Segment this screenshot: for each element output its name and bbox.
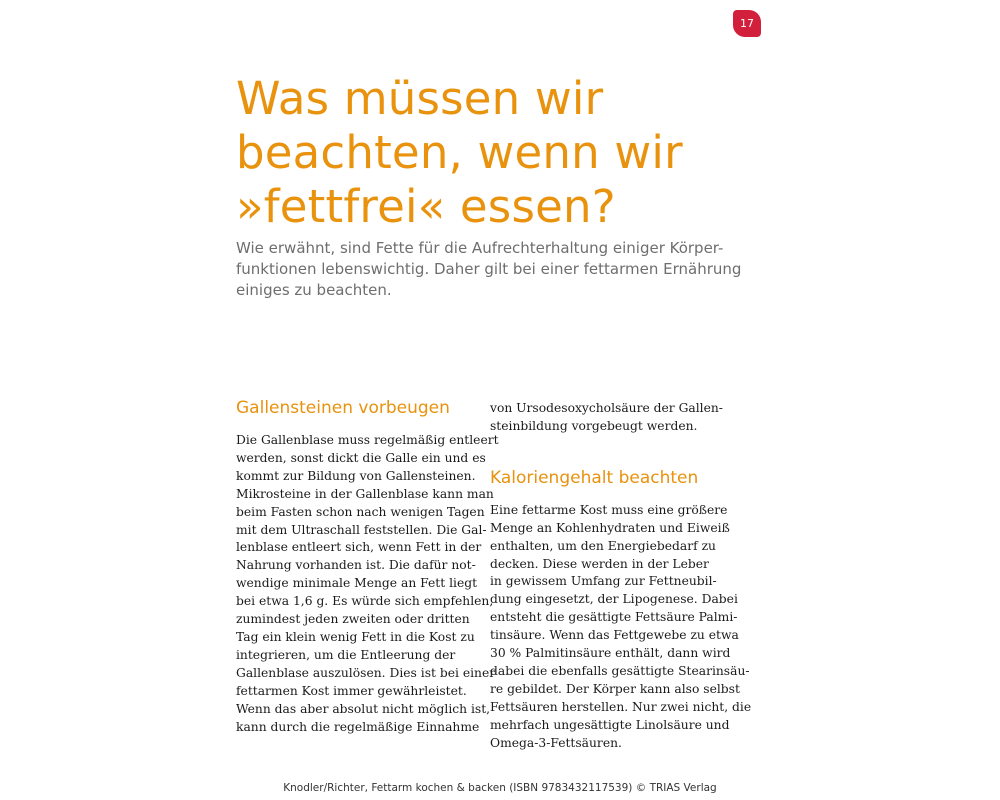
body-line: Nahrung vorhanden ist. Die dafür not- [236, 558, 476, 573]
body-line: re gebildet. Der Körper kann also selbst [490, 681, 740, 696]
body-line: dabei die ebenfalls gesättigte Stearinsäu- [490, 663, 750, 678]
body-line: kann durch die regelmäßige Einnahme [236, 719, 480, 734]
body-line: beim Fasten schon nach wenigen Tagen [236, 504, 485, 519]
body-line: Omega-3-Fettsäuren. [490, 735, 622, 750]
page-footer: Knodler/Richter, Fettarm kochen & backen (ISBN 9783432117539) © TRIAS Verlag [283, 782, 717, 794]
lead-line: einiges zu beachten. [236, 281, 392, 299]
body-line: 30 % Palmitinsäure enthält, dann wird [490, 646, 731, 661]
section-body-gallensteinen [236, 432, 499, 736]
body-line: steinbildung vorgebeugt werden. [490, 418, 698, 433]
lead-paragraph [236, 238, 742, 301]
body-line: bei etwa 1,6 g. Es würde sich empfehlen, [236, 594, 494, 609]
body-line: integrieren, um die Entleerung der [236, 647, 456, 662]
body-line: Die Gallenblase muss regelmäßig entleert [236, 433, 499, 447]
page-title [236, 72, 756, 234]
section-body-continuation [490, 400, 728, 436]
right-column [490, 400, 752, 753]
body-line: lenblase entleert sich, wenn Fett in der [236, 540, 482, 555]
lead-line: funktionen lebenswichtig. Daher gilt bei einer fettarmen Ernährung [236, 260, 742, 278]
body-line: tinsäure. Wenn das Fettgewebe zu etwa [490, 628, 739, 643]
body-line: entsteht die gesättigte Fettsäure Palmi- [490, 610, 738, 625]
lead-line: Wie erwähnt, sind Fette für die Aufrechterhaltung einiger Körper- [236, 239, 724, 257]
body-line: Fettsäuren herstellen. Nur zwei nicht, die [490, 699, 752, 714]
body-line: werden, sonst dickt die Galle ein und es [236, 450, 486, 465]
body-line: in gewissem Umfang zur Fettneubil- [490, 574, 717, 589]
body-line: decken. Diese werden in der Leber [490, 556, 709, 571]
body-line: mit dem Ultraschall feststellen. Die Gal- [236, 522, 487, 537]
body-line: mehrfach ungesättigte Linolsäure und [490, 717, 730, 732]
section-heading-gallensteinen: Gallensteinen vorbeugen [236, 398, 450, 418]
body-line: Eine fettarme Kost muss eine größere [490, 502, 728, 517]
body-line: Wenn das aber absolut nicht möglich ist, [236, 701, 491, 716]
body-line: Mikrosteine in der Gallenblase kann man [236, 486, 494, 501]
title-line: Was müssen wir [236, 72, 604, 125]
body-line: kommt zur Bildung von Gallensteinen. [236, 468, 476, 483]
page-number-badge: 17 [733, 10, 761, 37]
body-line: von Ursodesoxycholsäure der Gallen- [490, 401, 723, 415]
body-line: wendige minimale Menge an Fett liegt [236, 576, 478, 591]
body-line: Gallenblase auszulösen. Dies ist bei einer [236, 665, 496, 680]
title-line: »fettfrei« essen? [236, 180, 616, 233]
body-line: zumindest jeden zweiten oder dritten [236, 612, 470, 627]
body-line: Tag ein klein wenig Fett in die Kost zu [236, 629, 475, 644]
body-line: fettarmen Kost immer gewährleistet. [236, 683, 467, 698]
body-line: dung eingesetzt, der Lipogenese. Dabei [490, 592, 738, 607]
section-body-kaloriengehalt [490, 502, 752, 753]
title-line: beachten, wenn wir [236, 126, 683, 179]
section-heading-kaloriengehalt: Kaloriengehalt beachten [490, 467, 699, 488]
body-line: Menge an Kohlenhydraten und Eiweiß [490, 520, 730, 535]
body-line: enthalten, um den Energiebedarf zu [490, 538, 716, 553]
left-column [236, 396, 499, 736]
